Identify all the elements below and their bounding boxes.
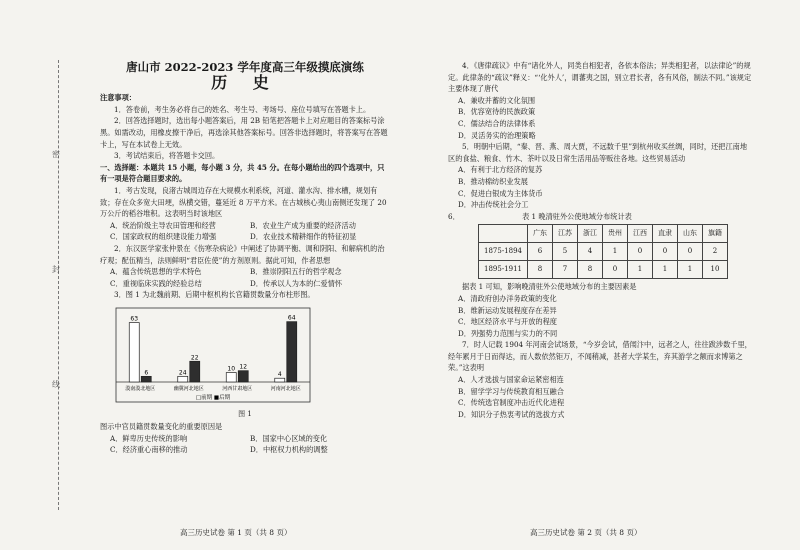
table-cell: 2	[703, 243, 728, 261]
table-cell: 7	[553, 261, 578, 279]
q1-option-b: B．农业生产成为重要的经济活动	[250, 220, 356, 230]
q7-option-c: C．传统选官制度冲击近代化进程	[458, 398, 565, 408]
binding-label-3: 线	[52, 380, 60, 389]
chart-bar-label: 63	[130, 315, 139, 323]
q1-option-a: A．统治阶级主导农田管理和经营	[110, 220, 216, 230]
q5-stem: 5．明朝中后期，“秦、晋、燕、周大贾，不远数千里”到杭州收买丝绸，同时，还把江南地区的食盐、粮食、竹木、茶叶以及日常生活用品等贩往各地。这些贸易活动	[448, 142, 748, 163]
table-row	[479, 261, 728, 279]
section-one-heading: 一、选择题：本题共 15 小题，每小题 3 分，共 45 分。在每小题给出的四个选项中，只有一项是符合题目要求的。	[100, 162, 385, 184]
binding-label-1: 密	[52, 150, 60, 159]
q2-option-d: D．传承以人为本的仁爱情怀	[250, 278, 343, 288]
table-header-row	[479, 225, 728, 243]
right-page-footer: 高三历史试卷 第 2 页（共 8 页）	[530, 528, 642, 537]
table-header-cell: 山东	[678, 225, 703, 243]
q6-table-title: 表 1 晚清驻外公使地域分布统计表	[522, 211, 632, 221]
q6-option-b: B．维新运动发展程度存在差异	[458, 305, 557, 315]
chart-bar-label: 10	[227, 365, 236, 373]
chart-bar-label: 24	[178, 369, 187, 377]
table-cell: 1875-1894	[479, 243, 528, 261]
left-page-footer: 高三历史试卷 第 1 页（共 8 页）	[180, 528, 292, 537]
table-cell: 0	[653, 243, 678, 261]
chart-bar-label: 6	[144, 369, 149, 377]
q6-stem: 据表 1 可知，影响晚清驻外公使地域分布的主要因素是	[462, 282, 637, 292]
table-cell: 6	[528, 243, 553, 261]
q3-stem: 3．图 1 为北魏前期、后期中枢机构长官籍贯数量分布柱形图。	[114, 290, 315, 300]
q3-option-b: B．国家中心区域的变化	[250, 433, 328, 443]
q3-option-c: C．经济重心南移的推动	[110, 445, 188, 455]
q7-option-d: D．知识分子热衷考试的选拔方式	[458, 409, 565, 419]
q2-stem: 2．东汉医学家张仲景在《伤寒杂病论》中阐述了协调平衡、调和阴阳、和解病机的治疗观；配伍精当，法则鲜明“君臣佐使”的方剂原则。据此可知，作者思想	[100, 243, 385, 265]
table-cell: 1	[678, 261, 703, 279]
q5-options	[448, 164, 753, 210]
notice-3: 3．考试结束后，将答题卡交回。	[114, 151, 220, 161]
q6-number-line	[448, 211, 753, 223]
q6-options	[448, 293, 753, 339]
q3-figure-caption: 图 1	[238, 410, 252, 419]
q7-stem: 7．时人记载 1904 年河南会试场景，“今岁会试，借闱汴中，远者之人，往往跋涉数千里，经年累月于日而得达，而人数依然钜万，不闻稍减，甚者大学某生，弃其游学之额而求博第之荣。”这表明	[448, 340, 752, 373]
q2-option-c: C．重视临床实践的经验总结	[110, 278, 202, 288]
q2-options	[100, 266, 390, 289]
table-header-cell: 直隶	[653, 225, 678, 243]
table-cell: 10	[703, 261, 728, 279]
chart-bar-label: 4	[277, 371, 282, 379]
chart-bar	[287, 322, 297, 382]
q6-option-a: A．清政府创办洋务政策的变化	[458, 293, 557, 303]
exam-subject: 历 史	[211, 72, 279, 92]
q3-option-a: A．鲜卑历史传统的影响	[110, 433, 188, 443]
q5-option-d: D．冲击传统社会分工	[458, 200, 529, 210]
chart-bar-label: 64	[287, 314, 296, 322]
q5-option-c: C．促进白银成为主体货币	[458, 188, 543, 198]
table-cell: 8	[578, 261, 603, 279]
q1-option-d: D．农业技术精耕细作的特征初显	[250, 232, 357, 242]
chart-legend: □前期 ■后期	[195, 394, 231, 401]
q3-options	[100, 433, 390, 456]
chart-bar-label: 22	[190, 354, 199, 362]
q7-options	[448, 374, 753, 420]
right-page	[400, 0, 800, 550]
q6-table	[478, 224, 728, 279]
q7-option-b: B．留学学习与传统教育相互融合	[458, 386, 564, 396]
exam-title: 唐山市 2022-2023 学年度高三年级摸底演练	[126, 60, 364, 74]
table-header-cell	[479, 225, 528, 243]
table-header-cell: 贵州	[603, 225, 628, 243]
notice-2: 2．回答选择题时，选出每小题答案后，用 2B 铅笔把答题卡上对应题目的答案标号涂黑。如需改动，用橡皮擦干净后，再选涂其他答案标号。回答非选择题时，将答案写在答题卡上，写在本试卷上无效。	[100, 116, 388, 149]
left-column	[100, 62, 390, 456]
chart-category-label: 河西甘肃地区	[222, 385, 253, 392]
notice-heading: 注意事项：	[100, 93, 136, 103]
binding-line	[58, 60, 59, 510]
q3-question: 图示中官员籍贯数量变化的重要原因是	[100, 422, 223, 432]
table-cell: 1	[603, 243, 628, 261]
chart-bar-label: 12	[239, 363, 248, 371]
table-header-cell: 浙江	[578, 225, 603, 243]
table-header-cell: 江苏	[553, 225, 578, 243]
q4-option-c: C．儒法结合的法律体系	[458, 118, 536, 128]
table-cell: 1	[628, 261, 653, 279]
q2-option-a: A．蕴含传统思想的学术特色	[110, 267, 202, 277]
table-cell: 5	[553, 243, 578, 261]
chart-bar	[190, 361, 200, 382]
table-header-cell: 江西	[628, 225, 653, 243]
chart-bar	[238, 371, 248, 382]
q4-stem: 4．《唐律疏议》中有“诸化外人，同类自相犯者，各依本俗法；异类相犯者，以法律论”的规定。此律条的“疏议”释义：“‘化外人’，谓蕃夷之国，别立君长者，各有风俗，制法不同。”该规定主要体现了唐代	[448, 61, 752, 94]
q1-options	[100, 220, 390, 243]
q4-option-d: D．灵活务实的治理策略	[458, 130, 536, 140]
q1-option-c: C．国家政权的组织建设能力增强	[110, 232, 217, 242]
table-header-cell: 旗籍	[703, 225, 728, 243]
table-cell: 4	[578, 243, 603, 261]
q2-option-b: B．推崇阴阳五行的哲学观念	[250, 267, 342, 277]
q4-options	[448, 95, 753, 141]
q3-bar-chart	[108, 304, 318, 404]
table-cell: 0	[603, 261, 628, 279]
binding-label-2: 封	[52, 265, 60, 274]
chart-category-label: 河南河北地区	[270, 385, 301, 392]
chart-bar	[129, 322, 139, 381]
notice-1: 1．答卷前，考生务必将自己的姓名、考生号、考场号、座位号填写在答题卡上。	[114, 104, 371, 114]
table-cell: 8	[528, 261, 553, 279]
chart-bar	[226, 372, 236, 381]
table-cell: 0	[678, 243, 703, 261]
table-cell: 0	[628, 243, 653, 261]
q6-option-c: C．地区经济水平与开放的程度	[458, 317, 557, 327]
q5-option-b: B．推动棉纺织业发展	[458, 176, 528, 186]
chart-bar	[275, 378, 285, 382]
chart-bar	[141, 376, 151, 382]
table-row	[479, 243, 728, 261]
right-column	[448, 60, 753, 420]
table-header-cell: 广东	[528, 225, 553, 243]
q7-option-a: A．人才选拔与国家命运紧密相连	[458, 375, 564, 385]
q3-option-d: D．中枢权力机构的调整	[250, 445, 328, 455]
q6-option-d: D．列强势力范围与实力的不同	[458, 328, 558, 338]
q6-number: 6．	[448, 211, 460, 221]
q1-stem: 1．考古发现，良渚古城周边存在大规模水利系统，河道、灌水沟、排水槽，规划有致；存在众多宽大田埂，纵横交错，蔓延近 8 万平方米。在古城核心夷山南侧还发现了 20 万公斤的稻谷堆积。这表明当时该地区	[100, 185, 387, 219]
table-cell: 1	[653, 261, 678, 279]
chart-category-label: 幽冀河北地区	[173, 385, 204, 392]
table-cell: 1895-1911	[479, 261, 528, 279]
chart-bar	[178, 376, 188, 382]
chart-category-label: 漠南漠北地区	[125, 385, 156, 392]
q4-option-a: A．兼收并蓄的文化氛围	[458, 95, 536, 105]
q4-option-b: B．优容宽待的民族政策	[458, 107, 536, 117]
q5-option-a: A．有利于北方经济的复苏	[458, 165, 543, 175]
